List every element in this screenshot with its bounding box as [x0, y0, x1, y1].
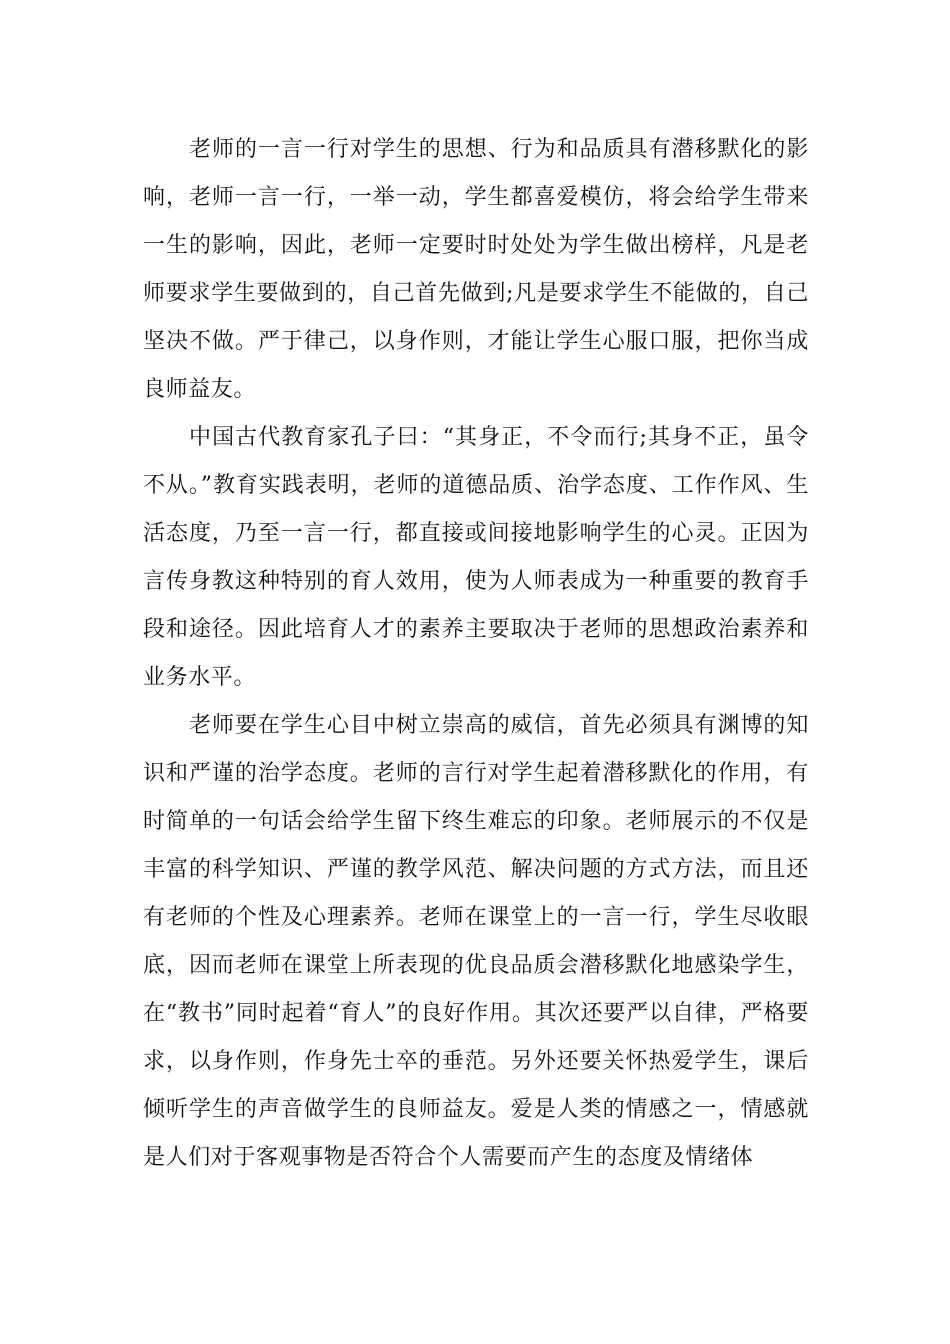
paragraph: 老师的一言一行对学生的思想、行为和品质具有潜移默化的影响，老师一言一行，一举一动，学生都喜爱模仿，将会给学生带来一生的影响，因此，老师一定要时时处处为学生做出榜样，凡是老师要求学生要做到的，自己首先做到;凡是要求学生不能做的，自己坚决不做。严于律己，以身作则，才能让学生心服口服，把你当成良师益友。: [143, 137, 809, 402]
paragraph: 老师要在学生心目中树立崇高的威信，首先必须具有渊博的知识和严谨的治学态度。老师的言行对学生起着潜移默化的作用，有时简单的一句话会给学生留下终生难忘的印象。老师展示的不仅是丰富的科学知识、严谨的教学风范、解决问题的方式方法，而且还有老师的个性及心理素养。老师在课堂上的一言一行，学生尽收眼底，因而老师在课堂上所表现的优良品质会潜移默化地感染学生，在“教书”同时起着“育人”的良好作用。其次还要严以自律，严格要求，以身作则，作身先士卒的垂范。另外还要关怀热爱学生，课后倾听学生的声音做学生的良师益友。爱是人类的情感之一，情感就是人们对于客观事物是否符合个人需要而产生的态度及情绪体: [143, 713, 809, 1170]
document-body: [143, 126, 809, 1182]
paragraph: 中国古代教育家孔子曰：“其身正，不令而行;其身不正，虽令不从。”教育实践表明，老师的道德品质、治学态度、工作作风、生活态度，乃至一言一行，都直接或间接地影响学生的心灵。正因为言传身教这种特别的育人效用，使为人师表成为一种重要的教育手段和途径。因此培育人才的素养主要取决于老师的思想政治素养和业务水平。: [143, 425, 809, 690]
